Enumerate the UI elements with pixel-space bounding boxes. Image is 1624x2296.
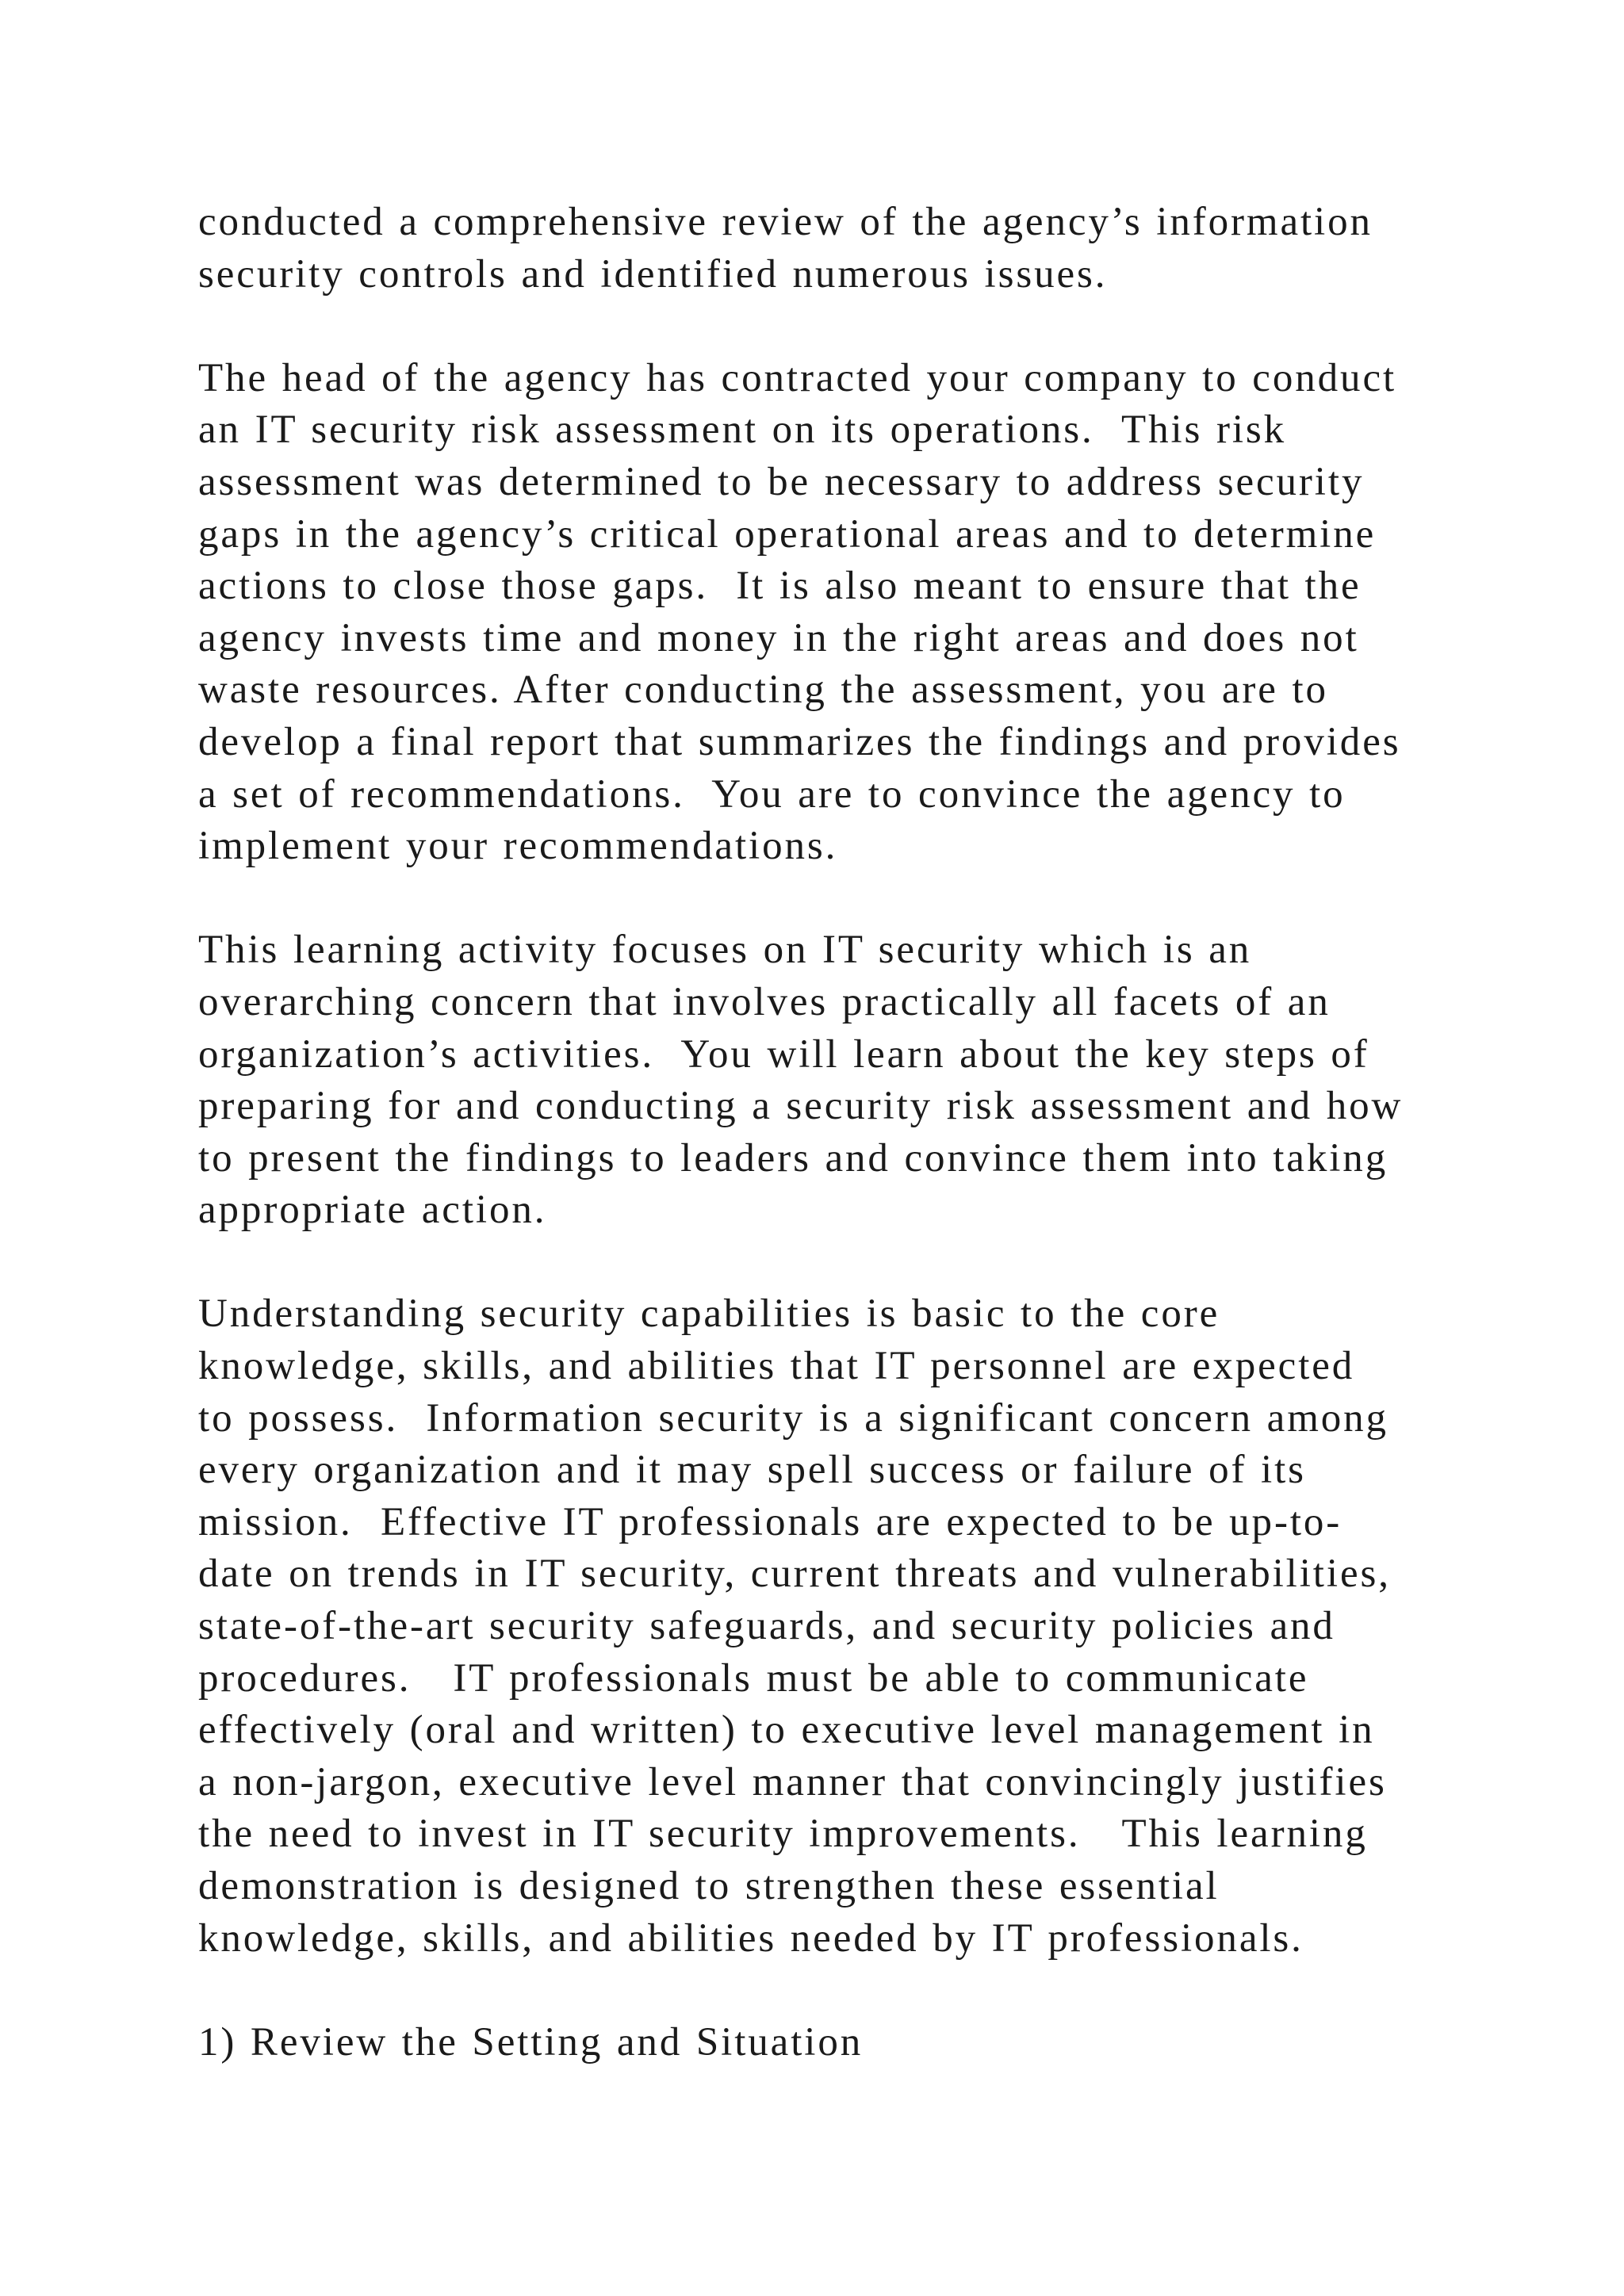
paragraph-review-intro (198, 197, 1507, 300)
text-line: state-of-the-art security safeguards, and security policies and (198, 1604, 1335, 1649)
section-heading-review-setting (198, 2017, 1507, 2069)
text-line: The head of the agency has contracted your company to conduct (198, 355, 1397, 400)
text-line: a set of recommendations. You are to convince the agency to (198, 771, 1346, 817)
text-line: agency invests time and money in the right areas and does not (198, 615, 1359, 660)
paragraph-learning-activity (198, 924, 1507, 1237)
text-line: actions to close those gaps. It is also meant to ensure that the (198, 564, 1362, 609)
text-line: preparing for and conducting a security risk assessment and how (198, 1084, 1404, 1129)
text-line: appropriate action. (198, 1188, 547, 1233)
text-line: to present the findings to leaders and convince them into taking (198, 1135, 1388, 1181)
text-line: organization’s activities. You will learn about the key steps of (198, 1031, 1369, 1077)
text-line: gaps in the agency’s critical operational areas and to determine (198, 511, 1377, 557)
text-line: procedures. IT professionals must be able to communicate (198, 1655, 1309, 1701)
text-line: a non-jargon, executive level manner that convincingly justifies (198, 1759, 1387, 1804)
text-line: demonstration is designed to strengthen these essential (198, 1864, 1220, 1908)
document-body (198, 197, 1507, 2121)
text-line: This learning activity focuses on IT security which is an (198, 928, 1252, 973)
text-line: knowledge, skills, and abilities that IT personnel are expected (198, 1344, 1355, 1389)
text-line: to possess. Information security is a significant concern among (198, 1395, 1388, 1441)
text-line: conducted a comprehensive review of the agency’s information (198, 200, 1373, 244)
text-line: overarching concern that involves practically all facets of an (198, 979, 1331, 1024)
text-line: develop a final report that summarizes the findings and provides (198, 719, 1401, 764)
text-line: Understanding security capabilities is basic to the core (198, 1292, 1220, 1337)
paragraph-assessment-contract (198, 353, 1507, 873)
text-line: mission. Effective IT professionals are expected to be up-to- (198, 1499, 1342, 1544)
paragraph-security-capabilities (198, 1288, 1507, 1965)
text-line: knowledge, skills, and abilities needed by IT professionals. (198, 1915, 1304, 1961)
text-line: every organization and it may spell success or failure of its (198, 1448, 1306, 1493)
text-line: waste resources. After conducting the assessment, you are to (198, 668, 1328, 713)
text-line: 1) Review the Setting and Situation (198, 2019, 864, 2064)
text-line: implement your recommendations. (198, 824, 838, 869)
text-line: the need to invest in IT security improvements. This learning (198, 1812, 1368, 1857)
text-line: assessment was determined to be necessary to address security (198, 459, 1365, 504)
text-line: date on trends in IT security, current threats and vulnerabilities, (198, 1552, 1391, 1597)
text-line: security controls and identified numerous issues. (198, 251, 1108, 297)
text-line: an IT security risk assessment on its operations. This risk (198, 408, 1287, 453)
text-line: effectively (oral and written) to executive level management in (198, 1708, 1375, 1753)
